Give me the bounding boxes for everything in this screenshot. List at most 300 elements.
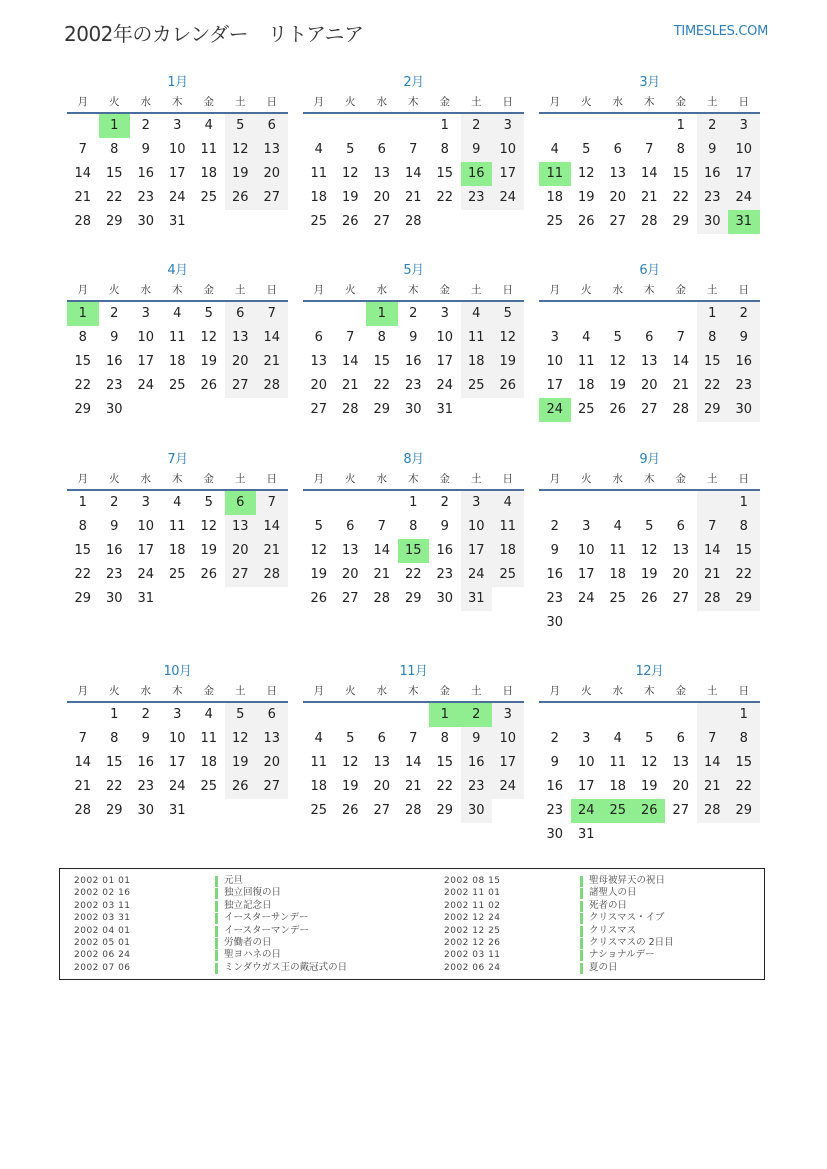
day-cell: 10 [168, 142, 186, 157]
month-9 [539, 451, 760, 635]
day-cell: 23 [461, 186, 493, 210]
day-cell: 8 [409, 519, 418, 534]
holiday-entry [413, 875, 766, 887]
day-cell: 24 [137, 567, 155, 582]
day-cell: 13 [256, 138, 288, 162]
week-row [67, 587, 288, 611]
weekday-label: 水 [140, 284, 151, 296]
day-cell: 3 [173, 707, 182, 722]
week-row [303, 398, 524, 422]
week-row [67, 727, 288, 751]
day-cell: 14 [640, 166, 658, 181]
empty-day [571, 491, 603, 515]
weekday-label: 水 [140, 473, 151, 485]
page-title: 2002年のカレンダー リトアニア [64, 22, 364, 46]
weekday-label: 木 [172, 284, 183, 296]
day-cell: 16 [105, 543, 123, 558]
day-cell: 18 [461, 350, 493, 374]
day-cell: 10 [137, 519, 155, 534]
week-row [539, 703, 760, 727]
month-6 [539, 262, 760, 422]
day-cell: 21 [697, 775, 729, 799]
day-cell: 13 [373, 755, 391, 770]
week-row [539, 823, 760, 847]
day-cell: 21 [404, 190, 422, 205]
holiday-marker [580, 901, 583, 912]
weekday-label: 火 [345, 96, 356, 108]
day-cell: 5 [314, 519, 323, 534]
day-cell: 2 [461, 114, 493, 138]
day-cell: 29 [373, 402, 391, 417]
day-cell: 24 [436, 378, 454, 393]
day-cell: 8 [110, 142, 119, 157]
day-cell: 15 [105, 166, 123, 181]
weekday-header [539, 92, 760, 114]
empty-day [461, 210, 493, 234]
day-cell: 20 [256, 162, 288, 186]
day-cell: 5 [346, 142, 355, 157]
empty-day [697, 703, 729, 727]
week-row [67, 162, 288, 186]
holiday-entry [413, 937, 766, 949]
empty-day [335, 491, 367, 515]
weekday-label: 金 [675, 473, 686, 485]
day-cell: 12 [341, 166, 359, 181]
day-cell: 1 [429, 703, 461, 727]
empty-day [634, 823, 666, 847]
weekday-label: 木 [408, 473, 419, 485]
day-cell: 30 [461, 799, 493, 823]
empty-day [602, 823, 634, 847]
day-cell: 20 [373, 779, 391, 794]
day-cell: 1 [67, 302, 99, 326]
holiday-marker [580, 926, 583, 937]
weekday-label: 水 [376, 473, 387, 485]
day-cell: 9 [440, 519, 449, 534]
day-cell: 4 [461, 302, 493, 326]
empty-day [67, 114, 99, 138]
day-cell: 1 [728, 491, 760, 515]
holiday-name: クリスマス [589, 924, 637, 936]
week-row [303, 374, 524, 398]
day-cell: 12 [609, 354, 627, 369]
day-cell: 29 [728, 587, 760, 611]
day-cell: 6 [676, 731, 685, 746]
week-row [303, 491, 524, 515]
month-name: 1月 [167, 75, 188, 90]
week-row [67, 138, 288, 162]
day-cell: 10 [546, 354, 564, 369]
day-cell: 25 [577, 402, 595, 417]
day-cell: 28 [672, 402, 690, 417]
day-cell: 17 [168, 755, 186, 770]
day-cell: 19 [609, 378, 627, 393]
empty-day [335, 302, 367, 326]
day-cell: 17 [577, 567, 595, 582]
holiday-date: 2002 06 24 [74, 950, 131, 961]
day-cell: 20 [672, 567, 690, 582]
week-row [303, 326, 524, 350]
day-cell: 4 [582, 330, 591, 345]
day-cell: 25 [609, 591, 627, 606]
empty-day [634, 703, 666, 727]
week-row [539, 611, 760, 635]
day-cell: 6 [346, 519, 355, 534]
month-3 [539, 74, 760, 234]
day-cell: 22 [728, 563, 760, 587]
day-cell: 3 [582, 731, 591, 746]
day-cell: 27 [672, 803, 690, 818]
day-cell: 29 [404, 591, 422, 606]
day-cell: 4 [173, 306, 182, 321]
day-cell: 28 [404, 803, 422, 818]
day-cell: 18 [492, 539, 524, 563]
day-cell: 26 [225, 775, 257, 799]
day-cell: 10 [436, 330, 454, 345]
day-cell: 17 [492, 751, 524, 775]
empty-day [634, 491, 666, 515]
day-cell: 18 [609, 567, 627, 582]
day-cell: 19 [341, 190, 359, 205]
holiday-name: 諸聖人の日 [589, 887, 637, 899]
weekday-label: 木 [644, 96, 655, 108]
day-cell: 25 [492, 563, 524, 587]
month-name: 2月 [403, 75, 424, 90]
day-cell: 6 [645, 330, 654, 345]
day-cell: 21 [341, 378, 359, 393]
day-cell: 27 [225, 563, 257, 587]
empty-day [225, 398, 257, 422]
holiday-name: ナショナルデー [589, 949, 655, 961]
empty-day [571, 611, 603, 635]
day-cell: 2 [141, 118, 150, 133]
week-row [539, 515, 760, 539]
day-cell: 28 [697, 587, 729, 611]
day-cell: 13 [225, 515, 257, 539]
week-row [303, 162, 524, 186]
day-cell: 18 [168, 543, 186, 558]
weekday-label: 土 [235, 284, 246, 296]
empty-day [67, 703, 99, 727]
weekday-label: 金 [439, 685, 450, 697]
weekday-label: 木 [408, 96, 419, 108]
weekday-label: 土 [471, 96, 482, 108]
day-cell: 21 [640, 190, 658, 205]
day-cell: 5 [645, 519, 654, 534]
empty-day [634, 611, 666, 635]
day-cell: 21 [697, 563, 729, 587]
holiday-marker [580, 888, 583, 899]
empty-day [539, 491, 571, 515]
weekday-label: 木 [172, 96, 183, 108]
day-cell: 5 [225, 703, 257, 727]
holiday-entry [413, 925, 766, 937]
month-11 [303, 663, 524, 823]
day-cell: 24 [168, 190, 186, 205]
day-cell: 12 [577, 166, 595, 181]
week-row [539, 751, 760, 775]
holiday-marker [215, 938, 218, 949]
empty-day [602, 302, 634, 326]
week-row [539, 114, 760, 138]
day-cell: 13 [256, 727, 288, 751]
brand-link[interactable]: TIMESLES.COM [673, 24, 768, 39]
empty-day [366, 703, 398, 727]
day-cell: 9 [110, 519, 119, 534]
day-cell: 8 [676, 142, 685, 157]
day-cell: 16 [461, 162, 493, 186]
day-cell: 19 [640, 779, 658, 794]
day-cell: 19 [200, 543, 218, 558]
day-cell: 9 [461, 138, 493, 162]
weekday-label: 土 [471, 473, 482, 485]
weekday-label: 木 [644, 473, 655, 485]
week-row [303, 775, 524, 799]
day-cell: 28 [74, 803, 92, 818]
empty-day [539, 703, 571, 727]
empty-day [571, 114, 603, 138]
day-cell: 20 [256, 751, 288, 775]
empty-day [492, 799, 524, 823]
holiday-marker [580, 950, 583, 961]
day-cell: 2 [110, 306, 119, 321]
day-cell: 20 [609, 190, 627, 205]
weekday-header [539, 469, 760, 491]
holiday-name: ミンダウガス王の戴冠式の日 [224, 961, 348, 973]
week-row [67, 398, 288, 422]
day-cell: 27 [225, 374, 257, 398]
day-cell: 22 [436, 779, 454, 794]
day-cell: 26 [341, 214, 359, 229]
day-cell: 29 [105, 803, 123, 818]
day-cell: 11 [492, 515, 524, 539]
empty-day [193, 398, 225, 422]
day-cell: 7 [256, 491, 288, 515]
day-cell: 23 [105, 378, 123, 393]
day-cell: 31 [137, 591, 155, 606]
empty-day [665, 491, 697, 515]
day-cell: 29 [436, 803, 454, 818]
empty-day [492, 587, 524, 611]
day-cell: 12 [341, 755, 359, 770]
day-cell: 11 [609, 755, 627, 770]
empty-day [602, 491, 634, 515]
holiday-entry [60, 949, 413, 961]
day-cell: 11 [168, 519, 186, 534]
day-cell: 12 [225, 138, 257, 162]
day-cell: 13 [609, 166, 627, 181]
day-cell: 16 [728, 350, 760, 374]
day-cell: 20 [225, 539, 257, 563]
weekday-label: 火 [345, 284, 356, 296]
weekday-header [67, 469, 288, 491]
day-cell: 1 [78, 495, 87, 510]
empty-day [303, 302, 335, 326]
day-cell: 15 [436, 166, 454, 181]
day-cell: 11 [310, 166, 328, 181]
day-cell: 23 [546, 803, 564, 818]
weekday-header [303, 681, 524, 703]
week-row [303, 703, 524, 727]
empty-day [492, 210, 524, 234]
day-cell: 31 [168, 214, 186, 229]
day-cell: 27 [672, 591, 690, 606]
week-row [303, 799, 524, 823]
day-cell: 4 [314, 142, 323, 157]
holiday-name: 独立回復の日 [224, 887, 282, 899]
weekday-label: 月 [549, 473, 560, 485]
empty-day [225, 799, 257, 823]
week-row [303, 563, 524, 587]
empty-day [256, 398, 288, 422]
day-cell: 22 [74, 378, 92, 393]
day-cell: 22 [373, 378, 391, 393]
day-cell: 20 [341, 567, 359, 582]
empty-day [571, 302, 603, 326]
holiday-date: 2002 06 24 [444, 962, 501, 973]
holiday-date: 2002 11 02 [444, 900, 501, 911]
month-name: 8月 [403, 452, 424, 467]
day-cell: 19 [225, 751, 257, 775]
day-cell: 3 [550, 330, 559, 345]
weekday-label: 火 [109, 685, 120, 697]
day-cell: 21 [672, 378, 690, 393]
day-cell: 9 [550, 543, 559, 558]
day-cell: 28 [697, 799, 729, 823]
weekday-label: 木 [644, 284, 655, 296]
day-cell: 18 [200, 166, 218, 181]
month-1 [67, 74, 288, 234]
day-cell: 24 [728, 186, 760, 210]
day-cell: 8 [377, 330, 386, 345]
holiday-marker [215, 876, 218, 887]
month-8 [303, 451, 524, 611]
day-cell: 15 [697, 350, 729, 374]
week-row [303, 138, 524, 162]
day-cell: 27 [256, 775, 288, 799]
empty-day [539, 114, 571, 138]
day-cell: 2 [440, 495, 449, 510]
week-row [539, 587, 760, 611]
day-cell: 14 [697, 539, 729, 563]
week-row [303, 186, 524, 210]
day-cell: 23 [546, 591, 564, 606]
weekday-label: 日 [266, 473, 277, 485]
month-4 [67, 262, 288, 422]
day-cell: 23 [436, 567, 454, 582]
day-cell: 14 [404, 755, 422, 770]
day-cell: 20 [672, 779, 690, 794]
day-cell: 5 [204, 306, 213, 321]
day-cell: 15 [728, 539, 760, 563]
weekday-label: 日 [738, 284, 749, 296]
day-cell: 12 [492, 326, 524, 350]
day-cell: 1 [697, 302, 729, 326]
day-cell: 17 [168, 166, 186, 181]
weekday-label: 日 [502, 685, 513, 697]
weekday-label: 月 [313, 685, 324, 697]
weekday-label: 水 [612, 685, 623, 697]
holiday-entry [413, 962, 766, 974]
weekday-label: 水 [612, 96, 623, 108]
day-cell: 1 [99, 114, 131, 138]
day-cell: 21 [256, 539, 288, 563]
empty-day [256, 799, 288, 823]
week-row [67, 210, 288, 234]
day-cell: 1 [728, 703, 760, 727]
day-cell: 16 [697, 162, 729, 186]
holiday-entry [60, 912, 413, 924]
day-cell: 28 [74, 214, 92, 229]
day-cell: 27 [640, 402, 658, 417]
day-cell: 24 [168, 779, 186, 794]
day-cell: 5 [346, 731, 355, 746]
weekday-label: 金 [439, 473, 450, 485]
day-cell: 10 [461, 515, 493, 539]
day-cell: 27 [341, 591, 359, 606]
day-cell: 28 [256, 563, 288, 587]
day-cell: 2 [110, 495, 119, 510]
weekday-header [303, 92, 524, 114]
day-cell: 20 [373, 190, 391, 205]
holiday-marker [580, 913, 583, 924]
day-cell: 15 [74, 354, 92, 369]
day-cell: 19 [200, 354, 218, 369]
week-row [539, 162, 760, 186]
week-row [303, 350, 524, 374]
day-cell: 8 [697, 326, 729, 350]
day-cell: 7 [409, 142, 418, 157]
day-cell: 13 [225, 326, 257, 350]
day-cell: 12 [225, 727, 257, 751]
day-cell: 18 [168, 354, 186, 369]
day-cell: 10 [137, 330, 155, 345]
day-cell: 7 [78, 142, 87, 157]
day-cell: 7 [645, 142, 654, 157]
day-cell: 5 [582, 142, 591, 157]
holiday-name: イースターマンデー [224, 924, 310, 936]
day-cell: 24 [492, 186, 524, 210]
holiday-list-right [413, 875, 766, 974]
day-cell: 30 [137, 214, 155, 229]
weekday-label: 土 [707, 473, 718, 485]
day-cell: 16 [546, 779, 564, 794]
day-cell: 15 [74, 543, 92, 558]
day-cell: 18 [310, 779, 328, 794]
day-cell: 14 [697, 751, 729, 775]
day-cell: 14 [74, 166, 92, 181]
day-cell: 6 [377, 142, 386, 157]
week-row [539, 210, 760, 234]
holiday-marker [215, 963, 218, 974]
day-cell: 26 [492, 374, 524, 398]
holiday-name: 聖ヨハネの日 [224, 949, 282, 961]
day-cell: 15 [105, 755, 123, 770]
day-cell: 30 [546, 615, 564, 630]
holiday-marker [215, 913, 218, 924]
day-cell: 19 [577, 190, 595, 205]
weekday-label: 水 [376, 284, 387, 296]
holiday-name: 聖母被昇天の祝日 [589, 875, 666, 886]
day-cell: 21 [373, 567, 391, 582]
day-cell: 3 [582, 519, 591, 534]
day-cell: 5 [204, 495, 213, 510]
weekday-header [539, 280, 760, 302]
weekday-label: 日 [266, 284, 277, 296]
day-cell: 13 [310, 354, 328, 369]
day-cell: 28 [404, 214, 422, 229]
day-cell: 18 [546, 190, 564, 205]
